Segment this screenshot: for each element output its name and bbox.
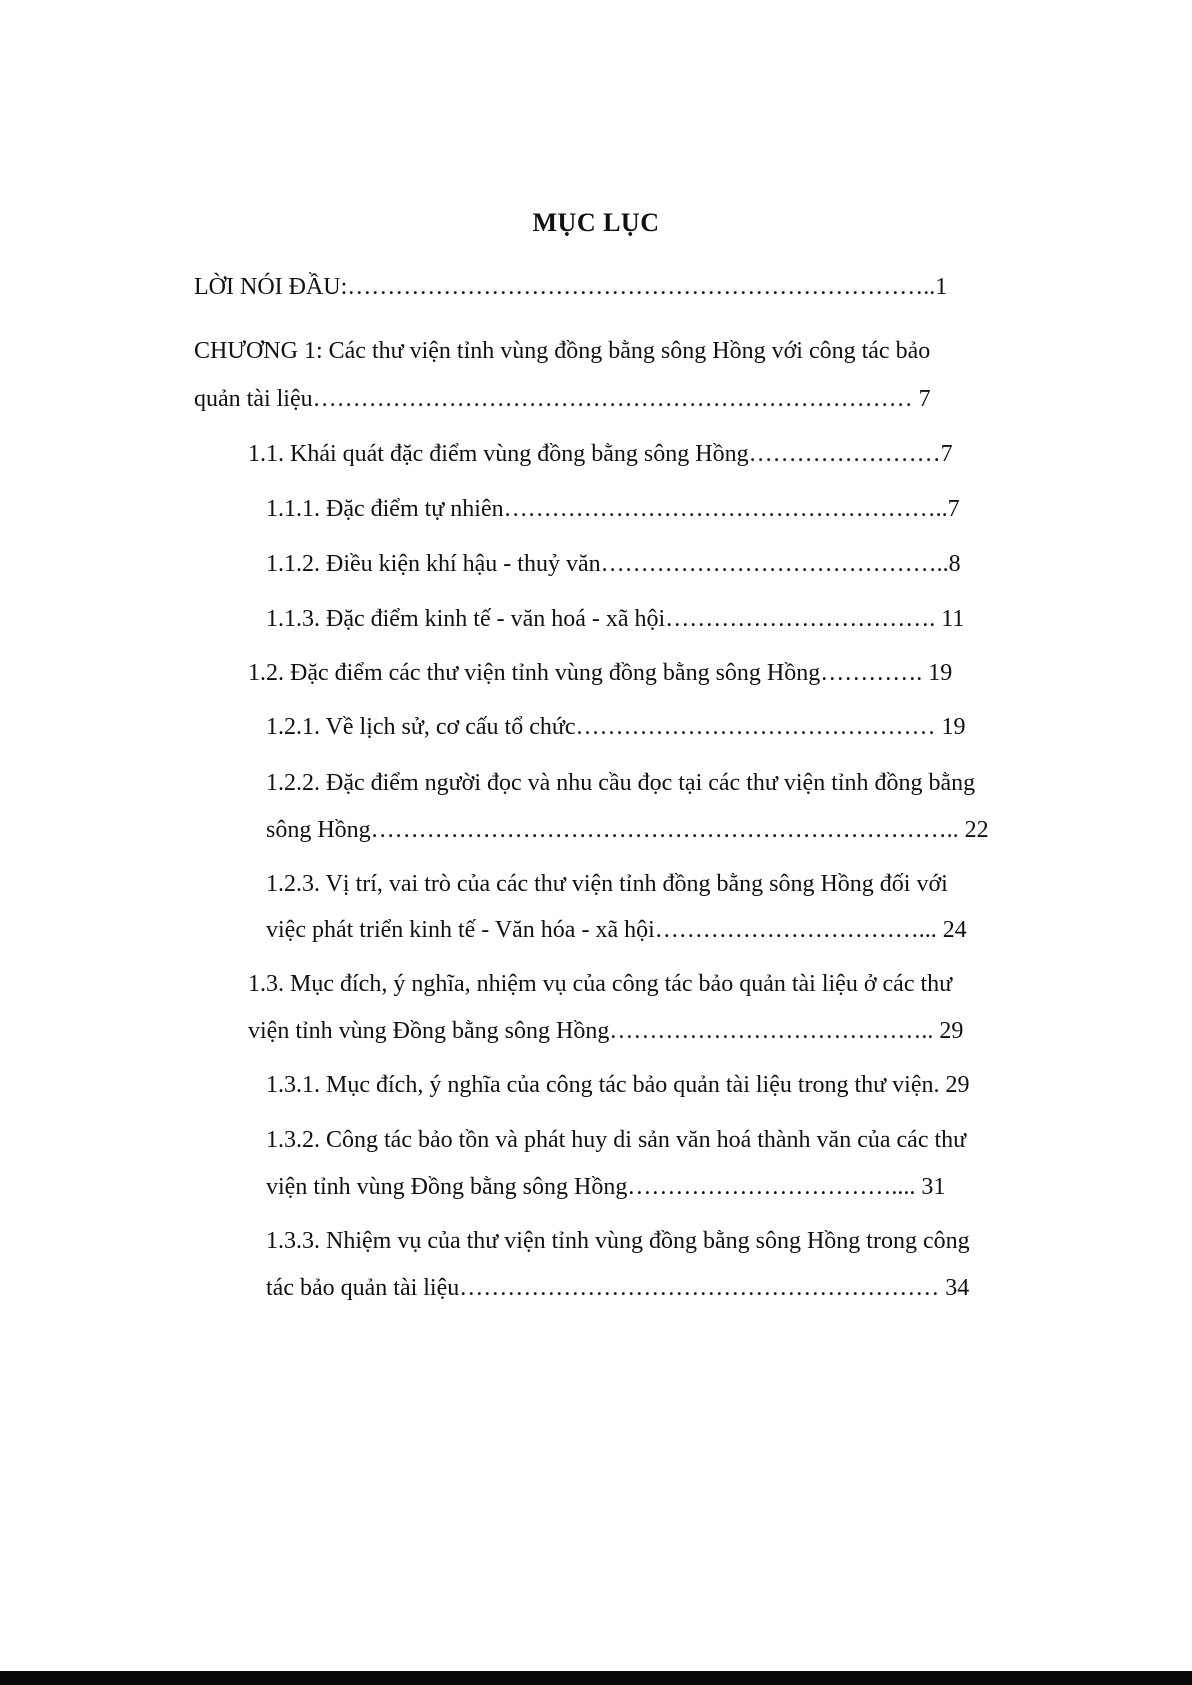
toc-entry-1-1-3: 1.1.3. Đặc điểm kinh tế - văn hoá - xã hội……………………………. 11 [266, 606, 965, 632]
toc-entry-1-2-3-cont: việc phát triển kinh tế - Văn hóa - xã hội……………………………... 24 [266, 917, 967, 943]
toc-entry-1-1-1: 1.1.1. Đặc điểm tự nhiên………………………………………………..7 [266, 496, 960, 522]
toc-entry-chuong-1: CHƯƠNG 1: Các thư viện tỉnh vùng đồng bằng sông Hồng với công tác bảo [194, 338, 931, 364]
toc-entry-1-3-3-cont: tác bảo quản tài liệu…………………………………………………… 34 [266, 1275, 970, 1301]
toc-entry-1-3-3: 1.3.3. Nhiệm vụ của thư viện tỉnh vùng đồng bằng sông Hồng trong công [266, 1228, 970, 1254]
bottom-edge-bar [0, 1671, 1192, 1685]
toc-entry-1-1-2: 1.1.2. Điều kiện khí hậu - thuỷ văn……………………………………..8 [266, 551, 961, 577]
toc-entry-1-1: 1.1. Khái quát đặc điểm vùng đồng bằng sông Hồng……………………7 [248, 441, 953, 467]
toc-entry-1-3-2-cont: viện tỉnh vùng Đồng bằng sông Hồng…………………………….... 31 [266, 1174, 946, 1200]
toc-entry-1-3: 1.3. Mục đích, ý nghĩa, nhiệm vụ của công tác bảo quản tài liệu ở các thư [248, 971, 953, 997]
toc-entry-1-2-2: 1.2.2. Đặc điểm người đọc và nhu cầu đọc tại các thư viện tỉnh đồng bằng [266, 770, 976, 796]
toc-title: MỤC LỤC [532, 208, 660, 237]
toc-entry-loi-noi-dau: LỜI NÓI ĐẦU:………………………………………………………………..1 [194, 274, 948, 300]
toc-entry-1-3-cont: viện tỉnh vùng Đồng bằng sông Hồng………………………………….. 29 [248, 1018, 964, 1044]
toc-entry-1-3-2: 1.3.2. Công tác bảo tồn và phát huy di sản văn hoá thành văn của các thư [266, 1127, 967, 1153]
toc-entry-1-2: 1.2. Đặc điểm các thư viện tỉnh vùng đồng bằng sông Hồng…………. 19 [248, 660, 953, 686]
toc-entry-1-2-1: 1.2.1. Về lịch sử, cơ cấu tổ chức……………………………………… 19 [266, 714, 966, 740]
toc-entry-chuong-1-cont: quản tài liệu………………………………………………………………… 7 [194, 386, 931, 412]
toc-entry-1-2-3: 1.2.3. Vị trí, vai trò của các thư viện tỉnh đồng bằng sông Hồng đối với [266, 871, 948, 897]
toc-entry-1-2-2-cont: sông Hồng……………………………………………………………….. 22 [266, 817, 989, 843]
toc-entry-1-3-1: 1.3.1. Mục đích, ý nghĩa của công tác bảo quản tài liệu trong thư viện. 29 [266, 1072, 970, 1098]
